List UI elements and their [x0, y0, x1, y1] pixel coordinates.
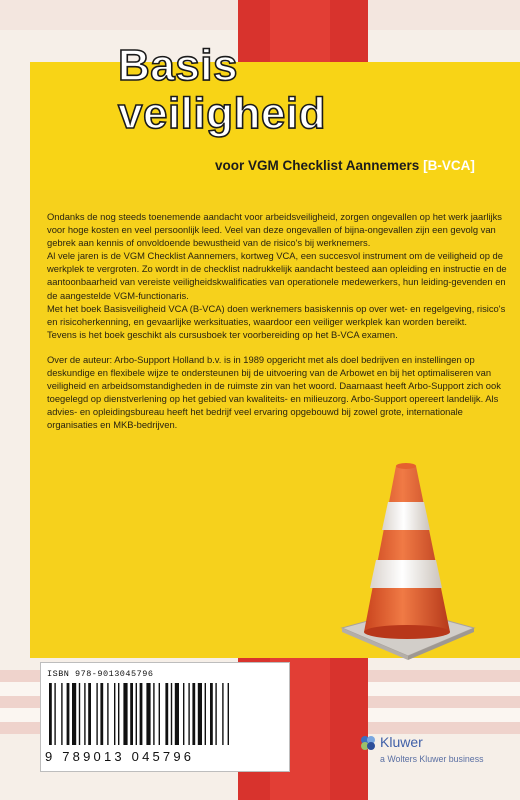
barcode-bar — [198, 683, 202, 745]
barcode-digits: 9 789013 045796 — [45, 749, 195, 764]
barcode-bar — [210, 683, 213, 745]
paragraph: Al vele jaren is de VGM Checklist Aannemers, kortweg VCA, een succesvol instrument om de veiligheid op de werkplek te vergroten. Zo wordt in de checklist nadrukkelijk aandacht besteed aan opleiding en instructie en de aantoonbaarheid van vereiste veiligheidskwalificaties van operationele medewerkers, hun leiding-gevenden en de aangestelde VGM-functionaris. — [47, 250, 507, 301]
barcode-bar — [153, 683, 154, 745]
barcode-bar — [228, 683, 229, 745]
paragraph: Ondanks de nog steeds toenemende aandacht voor arbeidsveiligheid, zorgen ongevallen op het werk jaarlijks voor hoge kosten en veel persoonlijk leed. Veel van deze ongevallen of bijna-ongevallen zijn een gevolg van gebrek aan kennis of onvoldoende bewustheid van de risico's bij werknemers. — [47, 211, 502, 249]
barcode-bar — [72, 683, 76, 745]
paragraph: Tevens is het boek geschikt als cursusboek ter voorbereiding op het B-VCA examen. — [47, 328, 398, 340]
barcode-bar — [205, 683, 206, 745]
barcode-bar — [175, 683, 179, 745]
barcode-bar — [118, 683, 119, 745]
barcode-bar — [114, 683, 115, 745]
barcode-box — [40, 662, 290, 772]
barcode-bar — [215, 683, 216, 745]
barcode-bar — [140, 683, 143, 745]
barcode-bar — [79, 683, 80, 745]
barcode-bar — [146, 683, 150, 745]
barcode-bar — [100, 683, 103, 745]
isbn-label: ISBN 978-9013045796 — [47, 669, 154, 679]
barcode-bar — [67, 683, 70, 745]
barcode-bar — [49, 683, 52, 745]
barcode-bar — [159, 683, 160, 745]
barcode-bar — [183, 683, 184, 745]
kluwer-logo-icon — [360, 735, 376, 751]
barcode-bar — [165, 683, 168, 745]
barcode-bar — [130, 683, 133, 745]
book-title — [118, 41, 326, 138]
book-subtitle — [215, 158, 475, 173]
barcode-bar — [61, 683, 62, 745]
publisher-tagline: a Wolters Kluwer business — [380, 754, 484, 764]
subtitle-code: [B-VCA] — [423, 158, 475, 173]
barcode-bar — [192, 683, 195, 745]
barcode-bar — [222, 683, 223, 745]
barcode-bar — [54, 683, 55, 745]
publisher-name: Kluwer — [380, 734, 423, 750]
barcode-bar — [107, 683, 108, 745]
barcode-bar — [96, 683, 97, 745]
barcode-bar — [171, 683, 172, 745]
traffic-cone-image — [338, 460, 478, 660]
barcode-bar — [136, 683, 137, 745]
barcode-bar — [84, 683, 85, 745]
paragraph: Met het boek Basisveiligheid VCA (B-VCA) doen werknemers basiskennis op over wet- en regelgeving, risico's en risicoherkenning, en gevaarlijke werksituaties, waardoor een veiliger werkplek kan worden bereikt. — [47, 302, 506, 327]
barcode-icon — [47, 683, 283, 747]
barcode-bar — [88, 683, 91, 745]
back-cover-text — [47, 210, 512, 432]
author-paragraph: Over de auteur: Arbo-Support Holland b.v. is in 1989 opgericht met als doel bedrijven en instellingen op deskundige en flexibele wijze te ondersteunen bij de uitvoering van de Arbowet en bij het optimaliseren van veiligheid en arbeidsomstandigheden in de ruimste zin van het woord. Daarnaast heeft Arbo-Support zich ook toegelegd op dienstverlening op het gebied van kwaliteits- en milieuzorg. Arbo-Support opereert landelijk. Als advies- en opleidingsbureau heeft het bedrijf veel ervaring opgebouwd bij zowel grote, internationale organisaties en MKB-bedrijven. — [47, 353, 501, 431]
barcode-bar — [188, 683, 189, 745]
barcode-bar — [123, 683, 127, 745]
title-line-2: veiligheid — [118, 89, 326, 138]
title-line-1: Basis — [118, 41, 238, 90]
subtitle-main: voor VGM Checklist Aannemers — [215, 158, 424, 173]
